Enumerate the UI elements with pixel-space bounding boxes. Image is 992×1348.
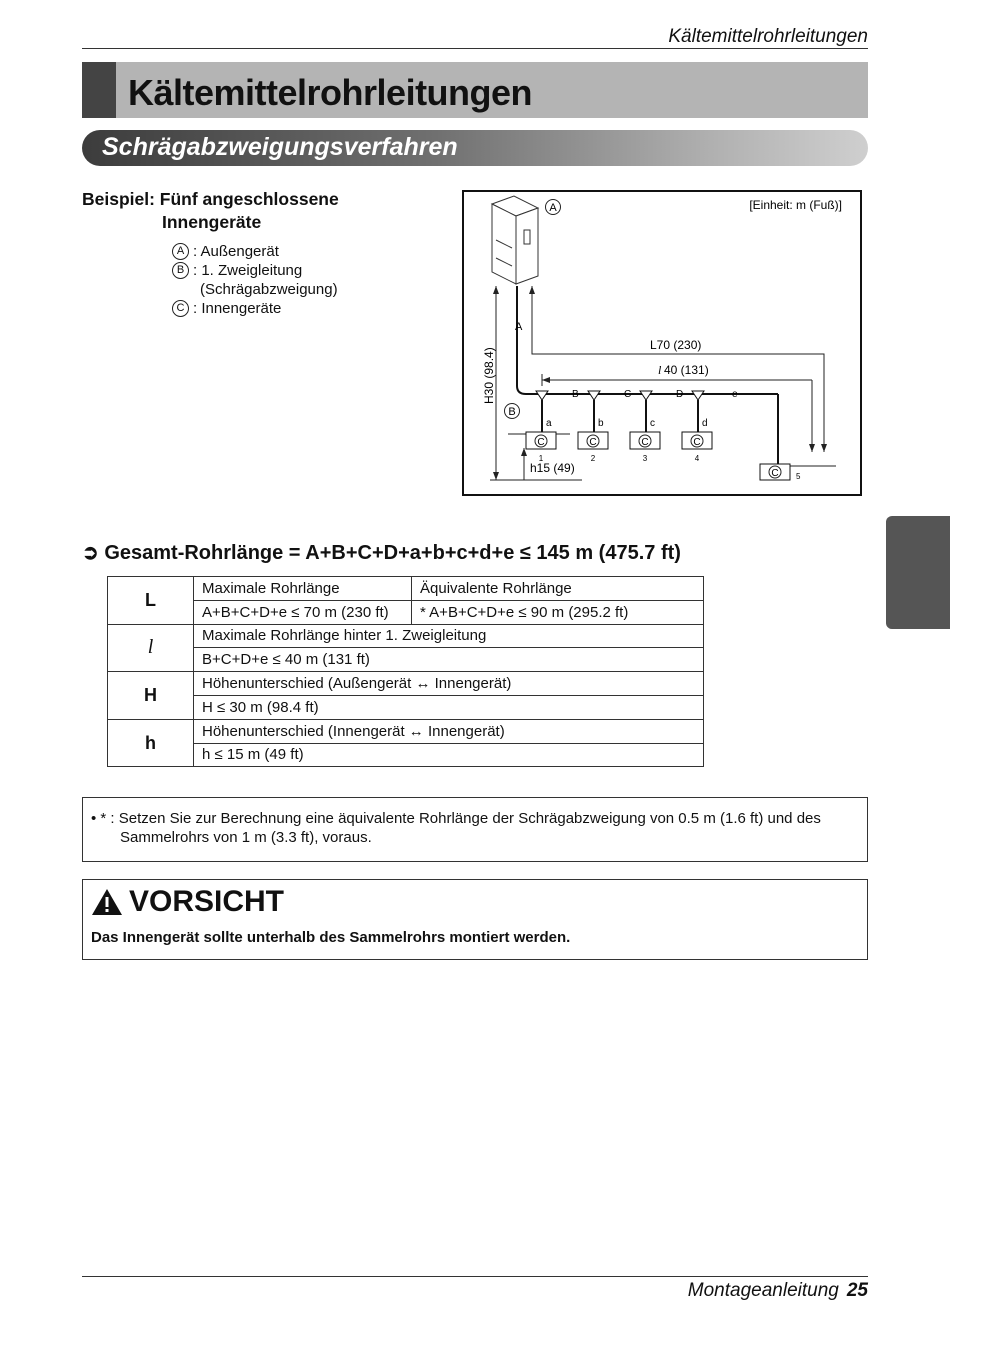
indoor-symbol: C <box>537 437 545 448</box>
legend-item <box>172 261 338 280</box>
table-cell: * A+B+C+D+e ≤ 90 m (295.2 ft) <box>412 600 704 624</box>
table-row <box>108 624 704 648</box>
page-subtitle: Schrägabzweigungsverfahren <box>102 133 458 161</box>
example-heading-line1: Beispiel: Fünf angeschlossene <box>82 189 339 209</box>
note-line1: • * : Setzen Sie zur Berechnung eine äquivalente Rohrlänge der Schrägabzweigung von 0.5 m (1.6 ft) und des <box>91 810 821 827</box>
warning-label: VORSICHT <box>129 885 285 918</box>
table-cell: Höhenunterschied (Innengerät ↔ Innengerät) <box>194 719 704 743</box>
table-row <box>108 743 704 767</box>
table-cell: h ≤ 15 m (49 ft) <box>194 743 704 767</box>
circled-letter-icon: A <box>172 243 189 260</box>
table-key: l <box>108 624 194 672</box>
branch-label: a <box>546 418 552 429</box>
table-cell: Äquivalente Rohrlänge <box>412 577 704 601</box>
table-row <box>108 695 704 719</box>
section-title-bar <box>82 62 868 118</box>
example-heading <box>82 188 339 234</box>
arrow-icon: ➲ <box>82 542 99 564</box>
table-key: L <box>108 577 194 625</box>
table-cell: A+B+C+D+e ≤ 70 m (230 ft) <box>194 600 412 624</box>
table-row <box>108 672 704 696</box>
branch-label: d <box>702 418 708 429</box>
pipe-label-D: D <box>676 389 684 400</box>
legend <box>172 242 338 318</box>
table-cell: Höhenunterschied (Außengerät ↔ Innengerät) <box>194 672 704 696</box>
note-line2: Sammelrohrs von 1 m (3.3 ft), voraus. <box>120 829 372 846</box>
total-length-formula <box>82 540 681 565</box>
l-letter: l <box>658 363 662 377</box>
spec-table <box>107 576 704 767</box>
unit-label: [Einheit: m (Fuß)] <box>749 198 842 212</box>
warning-box <box>82 879 868 960</box>
pipe-label-e: e <box>732 389 738 400</box>
table-key: H <box>108 672 194 720</box>
legend-item <box>172 280 338 299</box>
table-row <box>108 577 704 601</box>
subtitle-bar <box>82 130 868 166</box>
language-tab <box>886 508 992 629</box>
table-row <box>108 600 704 624</box>
indoor-symbol: C <box>589 437 597 448</box>
footer-rule <box>82 1276 868 1277</box>
legend-text: : 1. Zweigleitung <box>193 262 303 279</box>
circled-letter-icon: B <box>172 262 189 279</box>
unit-number: 1 <box>538 454 544 463</box>
note-box <box>82 797 868 862</box>
page-title: Kältemittelrohrleitungen <box>128 72 533 113</box>
table-cell: B+C+D+e ≤ 40 m (131 ft) <box>194 648 704 672</box>
L-label: L70 (230) <box>650 338 702 352</box>
formula-text: Gesamt-Rohrlänge = A+B+C+D+a+b+c+d+e ≤ 145 m (475.7 ft) <box>104 542 681 564</box>
table-row <box>108 719 704 743</box>
table-cell: H ≤ 30 m (98.4 ft) <box>194 695 704 719</box>
indoor-symbol: C <box>771 468 779 479</box>
h-label: h15 (49) <box>530 461 575 475</box>
legend-text: (Schrägabzweigung) <box>200 281 338 298</box>
warning-text: Das Innengerät sollte unterhalb des Sammelrohrs montiert werden. <box>91 929 571 946</box>
pipe-label-B: B <box>572 389 579 400</box>
outdoor-unit-icon <box>492 196 538 284</box>
pipe-label-C: C <box>624 389 632 400</box>
header-rule <box>82 48 868 49</box>
circled-letter-icon: C <box>172 300 189 317</box>
footer <box>688 1280 868 1302</box>
table-cell: Maximale Rohrlänge hinter 1. Zweigleitung <box>194 624 704 648</box>
footer-text: Montageanleitung <box>687 1280 839 1301</box>
language-tab-label: DEUTSCH <box>975 508 992 589</box>
legend-item <box>172 242 338 261</box>
pipe-label-A: A <box>515 321 523 333</box>
piping-diagram <box>462 190 862 496</box>
legend-text: : Innengeräte <box>193 300 282 317</box>
example-heading-line2: Innengeräte <box>162 212 262 232</box>
branch-label: c <box>650 418 655 429</box>
indoor-symbol: C <box>641 437 649 448</box>
running-header: Kältemittelrohrleitungen <box>668 26 868 47</box>
branch-label: b <box>598 418 604 429</box>
warning-triangle-icon <box>91 888 123 916</box>
unit-number: 2 <box>590 454 596 463</box>
legend-item <box>172 299 338 318</box>
outdoor-symbol: A <box>549 202 557 214</box>
table-cell: Maximale Rohrlänge <box>194 577 412 601</box>
title-accent-block <box>82 62 116 118</box>
table-row <box>108 648 704 672</box>
table-key: h <box>108 719 194 767</box>
page-number: 25 <box>846 1280 868 1301</box>
branch-symbol: B <box>508 406 516 418</box>
unit-number: 4 <box>694 454 700 463</box>
l-label: 40 (131) <box>664 363 709 377</box>
legend-text: : Außengerät <box>193 243 279 260</box>
H-label: H30 (98.4) <box>482 347 496 404</box>
unit-number-5: 5 <box>796 472 801 481</box>
indoor-symbol: C <box>693 437 701 448</box>
unit-number: 3 <box>642 454 648 463</box>
